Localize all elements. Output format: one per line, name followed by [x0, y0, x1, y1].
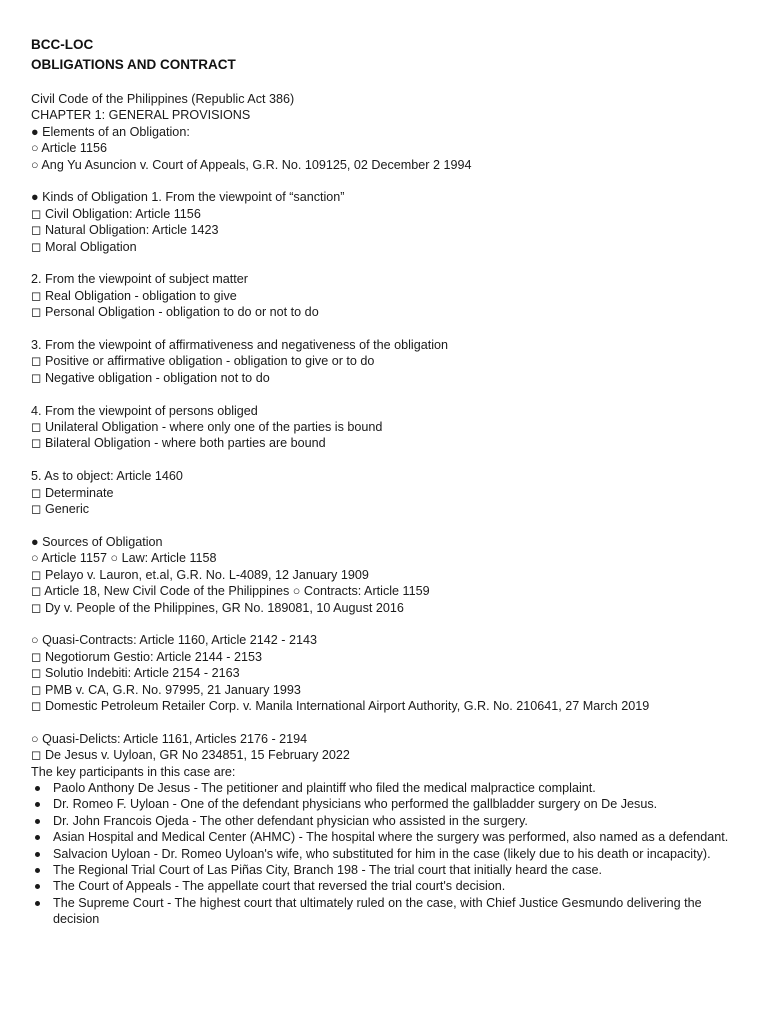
participant-item: Salvacion Uyloan - Dr. Romeo Uyloan's wife, who substituted for him in the case (likely due to his death or incapacity).	[31, 846, 731, 862]
outline-line: ○ Ang Yu Asuncion v. Court of Appeals, G.R. No. 109125, 02 December 2 1994	[31, 157, 472, 172]
outline-line: 2. From the viewpoint of subject matter	[31, 272, 248, 287]
blank-line	[31, 452, 731, 468]
participants-list	[31, 780, 731, 928]
blank-line	[31, 714, 731, 730]
outline-line: ○ Article 1157 ○ Law: Article 1158	[31, 551, 217, 566]
outline-line: ◻ PMB v. CA, G.R. No. 97995, 21 January 1993	[31, 682, 301, 697]
outline-line: ◻ Article 18, New Civil Code of the Philippines ○ Contracts: Article 1159	[31, 584, 430, 599]
outline-line: ◻ Dy v. People of the Philippines, GR No. 189081, 10 August 2016	[31, 600, 404, 615]
outline-line: ◻ Negotiorum Gestio: Article 2144 - 2153	[31, 649, 262, 664]
outline-line: ◻ Bilateral Obligation - where both parties are bound	[31, 436, 326, 451]
participant-item: Asian Hospital and Medical Center (AHMC) - The hospital where the surgery was performed, also named as a defendant.	[31, 829, 731, 845]
participant-item: Dr. John Francois Ojeda - The other defendant physician who assisted in the surgery.	[31, 813, 731, 829]
outline-line: ◻ Positive or affirmative obligation - obligation to give or to do	[31, 354, 375, 369]
outline-line: ○ Quasi-Delicts: Article 1161, Articles 2176 - 2194	[31, 731, 308, 746]
outline-line: ◻ De Jesus v. Uyloan, GR No 234851, 15 February 2022	[31, 748, 350, 763]
outline-line: ◻ Determinate	[31, 485, 114, 500]
document-content	[31, 35, 731, 928]
blank-line	[31, 255, 731, 271]
outline-line: ◻ Real Obligation - obligation to give	[31, 288, 237, 303]
participant-item: Dr. Romeo F. Uyloan - One of the defendant physicians who performed the gallbladder surgery on De Jesus.	[31, 796, 731, 812]
participant-item: The Regional Trial Court of Las Piñas City, Branch 198 - The trial court that initially heard the case.	[31, 862, 731, 878]
outline-line: 4. From the viewpoint of persons obliged	[31, 403, 258, 418]
outline-line: ◻ Solutio Indebiti: Article 2154 - 2163	[31, 666, 240, 681]
outline-line: ○ Article 1156	[31, 141, 107, 156]
outline-line: CHAPTER 1: GENERAL PROVISIONS	[31, 108, 251, 123]
blank-line	[31, 386, 731, 402]
outline-line: ● Kinds of Obligation 1. From the viewpoint of “sanction”	[31, 190, 345, 205]
document-code: BCC-LOC	[31, 37, 94, 52]
outline-line: ◻ Generic	[31, 502, 90, 517]
blank-line	[31, 517, 731, 533]
outline-line: Civil Code of the Philippines (Republic Act 386)	[31, 92, 295, 106]
participant-item: The Court of Appeals - The appellate court that reversed the trial court's decision.	[31, 878, 731, 894]
outline-line: ◻ Personal Obligation - obligation to do or not to do	[31, 305, 319, 320]
outline-body	[31, 91, 731, 780]
blank-line	[31, 321, 731, 337]
document-title: OBLIGATIONS AND CONTRACT	[31, 57, 236, 72]
participant-item: The Supreme Court - The highest court that ultimately ruled on the case, with Chief Justice Gesmundo delivering the decision	[31, 895, 731, 928]
outline-line: ◻ Negative obligation - obligation not to do	[31, 370, 270, 385]
outline-line: ◻ Unilateral Obligation - where only one of the parties is bound	[31, 420, 383, 435]
blank-line	[31, 616, 731, 632]
outline-line: ◻ Domestic Petroleum Retailer Corp. v. Manila International Airport Authority, G.R. No. 210641, 27 March 2019	[31, 698, 650, 713]
outline-line: ◻ Moral Obligation	[31, 239, 137, 254]
outline-line: ◻ Natural Obligation: Article 1423	[31, 223, 219, 238]
outline-line: The key participants in this case are:	[31, 764, 236, 779]
outline-line: ● Elements of an Obligation:	[31, 124, 190, 139]
outline-line: ○ Quasi-Contracts: Article 1160, Article 2142 - 2143	[31, 633, 317, 648]
participant-item: Paolo Anthony De Jesus - The petitioner and plaintiff who filed the medical malpractice complaint.	[31, 780, 731, 796]
outline-line: ◻ Pelayo v. Lauron, et.al, G.R. No. L-4089, 12 January 1909	[31, 567, 369, 582]
blank-line	[31, 173, 731, 189]
outline-line: ● Sources of Obligation	[31, 534, 163, 549]
outline-line: 3. From the viewpoint of affirmativeness and negativeness of the obligation	[31, 338, 449, 353]
outline-line: ◻ Civil Obligation: Article 1156	[31, 206, 201, 221]
outline-line: 5. As to object: Article 1460	[31, 469, 183, 484]
